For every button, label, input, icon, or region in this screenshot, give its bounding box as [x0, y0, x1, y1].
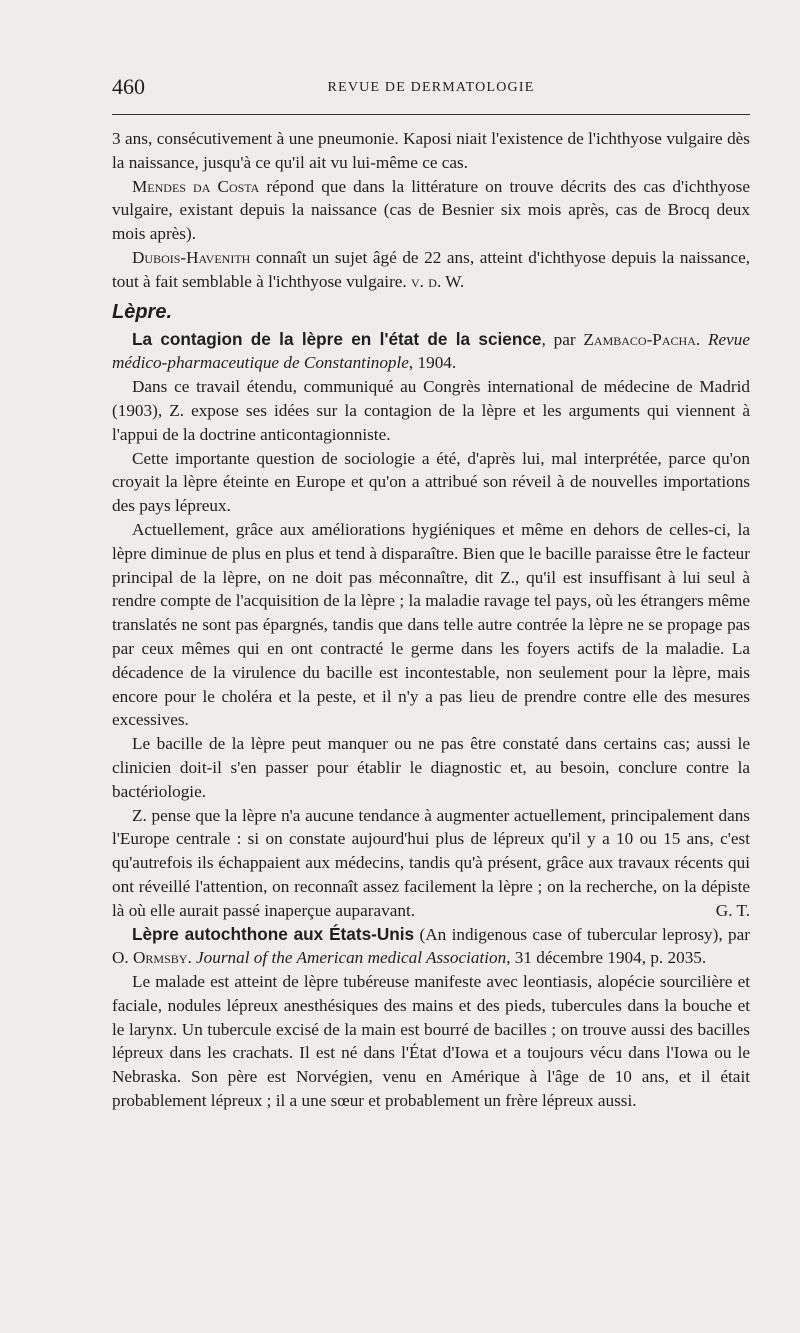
paragraph-mendes [112, 175, 750, 246]
section-heading: Lèpre. [112, 300, 173, 323]
journal-page [112, 70, 750, 1111]
article-journal: Journal of the American medical Association [196, 948, 507, 968]
running-title: REVUE DE DERMATOLOGIE [327, 80, 535, 95]
paragraph-text: connaît un sujet âgé de 22 ans, atteint d'ichthyose depuis la naissance, tout à fait semblable à l'ichthyose vulgaire. [112, 247, 750, 291]
page-body [112, 127, 750, 1113]
paragraph-text: répond que dans la littérature on trouve décrits des cas d'ichthyose vulgaire, existant depuis la naissance (cas de Besnier six mois après, cas de Brocq deux mois après). [112, 176, 750, 244]
article-subtitle: (An indigenous case of tubercular leprosy), par O. [112, 924, 750, 968]
article-paragraph-last [112, 804, 750, 923]
paragraph-continuation: 3 ans, consécutivement à une pneumonie. Kaposi niait l'existence de l'ichthyose vulgaire dès la naissance, jusqu'à ce qu'il ait vu lui-même ce cas. [112, 129, 750, 172]
paragraph-dubois [112, 246, 750, 294]
page-number: 460 [112, 74, 145, 99]
article-sep: . [187, 948, 197, 968]
paragraph-text: Z. pense que la lèpre n'a aucune tendance à augmenter actuellement, principalement dans l'Europe centrale : si on constate aujourd'hui plus de lépreux qu'il y a 10 ou 15 ans, c'est qu'autrefois ils échappaient aux médecins, tandis qu'à présent, grâce aux travaux récents qui ont réveillé l'attention, on reconnaît assez facilement la lèpre ; on la recherche, on la dépiste là où elle aurait passé inaperçue auparavant. [112, 805, 750, 920]
article-paragraph: Dans ce travail étendu, communiqué au Congrès international de médecine de Madrid (1903), Z. expose ses idées sur la contagion de la lèpre et les arguments qui viennent à l'appui de la doctrine anticontagionniste. [112, 377, 750, 444]
article-heading [112, 328, 750, 376]
article-author: Zambaco-Pacha [583, 329, 696, 349]
article-heading [112, 923, 750, 971]
article-paragraph: Le malade est atteint de lèpre tubéreuse manifeste avec leontiasis, alopécie sourcilière et faciale, nodules lépreux anesthésiques des mains et des pieds, tubercules dans la bouche et le larynx. Un tubercule excisé de la main est bourré de bacilles ; on trouve aussi des bacilles lépreux dans les crachats. Il est né dans l'État d'Iowa et a toujours vécu dans l'Iowa ou le Nebraska. Son père est Norvégien, venu en Amérique à l'âge de 10 ans, et il était probablement lépreux ; il a une sœur et probablement un frère lépreux aussi. [112, 972, 750, 1111]
article-sep: . [695, 329, 709, 349]
article-by: , par [541, 329, 584, 349]
page-header [112, 70, 750, 110]
signature: G. T. [715, 900, 750, 920]
article-date: , 31 décembre 1904, p. 2035. [506, 948, 707, 968]
article-paragraph: Cette importante question de sociologie a été, d'après lui, mal interprétée, parce qu'on croyait la lèpre éteinte en Europe et qu'on a attribué son réveil à de nouvelles importations des pays lépreux. [112, 448, 750, 516]
article-date: , 1904. [408, 353, 457, 373]
article-author: Ormsby [133, 948, 188, 968]
article-title: La contagion de la lèpre en l'état de la science [132, 328, 542, 349]
article-paragraph: Le bacille de la lèpre peut manquer ou ne pas être constaté dans certains cas; aussi le clinicien doit-il s'en passer pour établir le diagnostic et, au besoin, conclure contre la bactériologie. [112, 734, 750, 801]
article-title: Lèpre autochthone aux États-Unis [132, 923, 415, 944]
author-name: Mendes da Costa [132, 176, 260, 196]
signature: v. d. W. [411, 271, 465, 291]
header-rule [112, 114, 750, 115]
author-name: Dubois-Havenith [132, 247, 251, 267]
article-journal: Revue médico-pharmaceutique de Constantinople [112, 329, 750, 373]
article-paragraph: Actuellement, grâce aux améliorations hygiéniques et même en dehors de celles-ci, la lèpre diminue de plus en plus et tend à disparaître. Bien que le bacille paraisse être le facteur principal de la lèpre, on ne doit pas méconnaître, dit Z., qu'il est insuffisant à lui seul à rendre compte de l'acquisition de la lèpre ; la maladie ravage tel pays, où les étrangers même translatés ne sont pas épargnés, tandis que dans telle autre contrée la lèpre ne se propage pas par ceux mêmes qui en ont contracté le germe dans les foyers actifs de la maladie. La décadence de la virulence du bacille est incontestable, non seulement pour la lèpre, mais encore pour le choléra et la peste, et il n'y a pas lieu de prendre contre elle des mesures excessives. [112, 519, 750, 730]
